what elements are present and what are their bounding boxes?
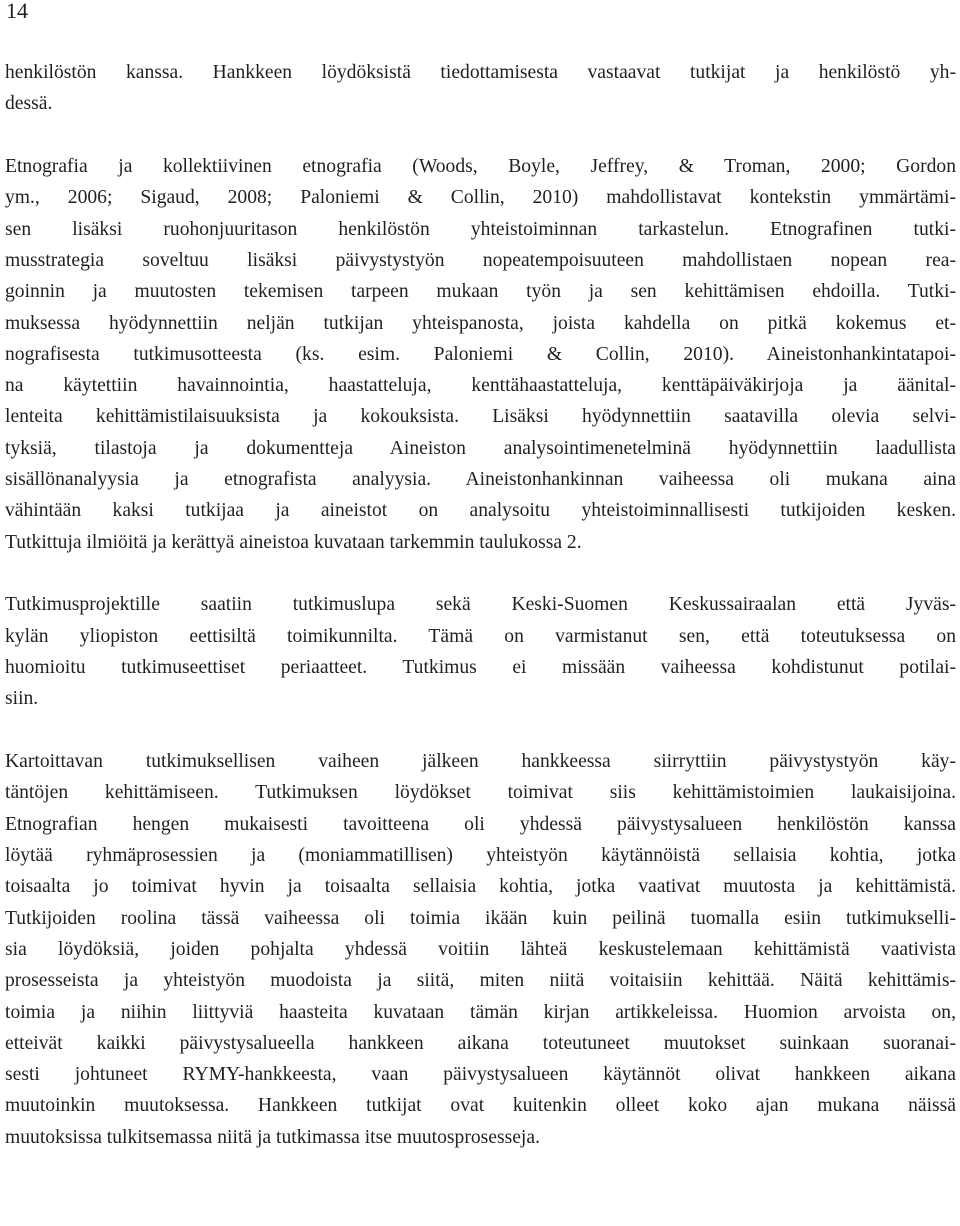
text-line: Kartoittavan tutkimuksellisen vaiheen jälkeen hankkeessa siirryttiin päivystystyön käy- bbox=[5, 751, 956, 773]
document-body bbox=[5, 57, 956, 1153]
paragraph-3 bbox=[5, 589, 956, 714]
text-line: sia löydöksiä, joiden pohjalta yhdessä voitiin lähteä keskustelemaan kehittämistä vaativista bbox=[5, 938, 956, 960]
paragraph-gap bbox=[5, 715, 956, 747]
text-line: Etnografian hengen mukaisesti tavoitteena oli yhdessä päivystysalueen henkilöstön kanssa bbox=[5, 813, 956, 835]
text-line: vähintään kaksi tutkijaa ja aineistot on analysoitu yhteistoiminnallisesti tutkijoiden kesken. bbox=[5, 500, 956, 522]
text-line: löytää ryhmäprosessien ja (moniammatillisen) yhteistyön käytännöistä sellaisia kohtia, jotka bbox=[5, 845, 956, 867]
text-line: musstrategia soveltuu lisäksi päivystystyön nopeatempoisuuteen mahdollistaen nopean rea- bbox=[5, 249, 956, 271]
paragraph-2 bbox=[5, 151, 956, 558]
text-line: sisällönanalyysia ja etnografista analyysia. Aineistonhankinnan vaiheessa oli mukana aina bbox=[5, 469, 956, 491]
paragraph-4 bbox=[5, 746, 956, 1153]
text-line: lenteita kehittämistilaisuuksista ja kokouksista. Lisäksi hyödynnettiin saatavilla olevia selvi- bbox=[5, 406, 956, 428]
text-line: huomioitu tutkimuseettiset periaatteet. Tutkimus ei missään vaiheessa kohdistunut potilai- bbox=[5, 657, 956, 679]
text-line: sesti johtuneet RYMY-hankkeesta, vaan päivystysalueen käytännöt olivat hankkeen aikana bbox=[5, 1064, 956, 1086]
paragraph-1 bbox=[5, 57, 956, 120]
text-line: tyksiä, tilastoja ja dokumentteja Aineiston analysointimenetelminä hyödynnettiin laadullista bbox=[5, 437, 956, 459]
text-line: muutoksissa tulkitsemassa niitä ja tutkimassa itse muutosprosesseja. bbox=[5, 1126, 540, 1148]
paragraph-gap bbox=[5, 120, 956, 152]
text-line: etteivät kaikki päivystysalueella hankkeen aikana toteutuneet muutokset suinkaan suoranai- bbox=[5, 1032, 956, 1054]
text-line: goinnin ja muutosten tekemisen tarpeen mukaan työn ja sen kehittämisen ehdoilla. Tutki- bbox=[5, 281, 956, 303]
paragraph-gap bbox=[5, 558, 956, 590]
text-line: muksessa hyödynnettiin neljän tutkijan yhteispanosta, joista kahdella on pitkä kokemus et- bbox=[5, 312, 956, 334]
text-line: Tutkijoiden roolina tässä vaiheessa oli toimia ikään kuin peilinä tuomalla esiin tutkimukselli- bbox=[5, 907, 956, 929]
text-line: toisaalta jo toimivat hyvin ja toisaalta sellaisia kohtia, jotka vaativat muutosta ja kehittämistä. bbox=[5, 876, 956, 898]
text-line: ym., 2006; Sigaud, 2008; Paloniemi & Collin, 2010) mahdollistavat kontekstin ymmärtämi- bbox=[5, 187, 956, 209]
text-line: henkilöstön kanssa. Hankkeen löydöksistä tiedottamisesta vastaavat tutkijat ja henkilöstö yh- bbox=[5, 62, 956, 83]
text-line: toimia ja niihin liittyviä haasteita kuvataan tämän kirjan artikkeleissa. Huomion arvoista on, bbox=[5, 1001, 956, 1023]
text-line: Tutkittuja ilmiöitä ja kerättyä aineistoa kuvataan tarkemmin taulukossa 2. bbox=[5, 531, 582, 553]
text-line: prosesseista ja yhteistyön muodoista ja siitä, miten niitä voitaisiin kehittää. Näitä kehittämis- bbox=[5, 970, 956, 992]
text-line: muutoinkin muutoksessa. Hankkeen tutkijat ovat kuitenkin olleet koko ajan mukana näissä bbox=[5, 1095, 956, 1117]
text-line: siin. bbox=[5, 688, 39, 710]
text-line: kylän yliopiston eettisiltä toimikunnilta. Tämä on varmistanut sen, että toteutuksessa on bbox=[5, 625, 956, 647]
page-number: 14 bbox=[6, 0, 28, 23]
text-line: dessä. bbox=[5, 93, 53, 115]
text-line: na käytettiin havainnointia, haastatteluja, kenttähaastatteluja, kenttäpäiväkirjoja ja äänital- bbox=[5, 375, 956, 397]
text-line: sen lisäksi ruohonjuuritason henkilöstön yhteistoiminnan tarkastelun. Etnografinen tutki- bbox=[5, 218, 956, 240]
text-line: Tutkimusprojektille saatiin tutkimuslupa sekä Keski-Suomen Keskussairaalan että Jyväs- bbox=[5, 594, 956, 616]
text-line: nografisesta tutkimusotteesta (ks. esim. Paloniemi & Collin, 2010). Aineistonhankintatapoi- bbox=[5, 343, 956, 365]
text-line: Etnografia ja kollektiivinen etnografia (Woods, Boyle, Jeffrey, & Troman, 2000; Gordon bbox=[5, 156, 956, 178]
text-line: täntöjen kehittämiseen. Tutkimuksen löydökset toimivat siis kehittämistoimien laukaisijoina. bbox=[5, 782, 956, 804]
